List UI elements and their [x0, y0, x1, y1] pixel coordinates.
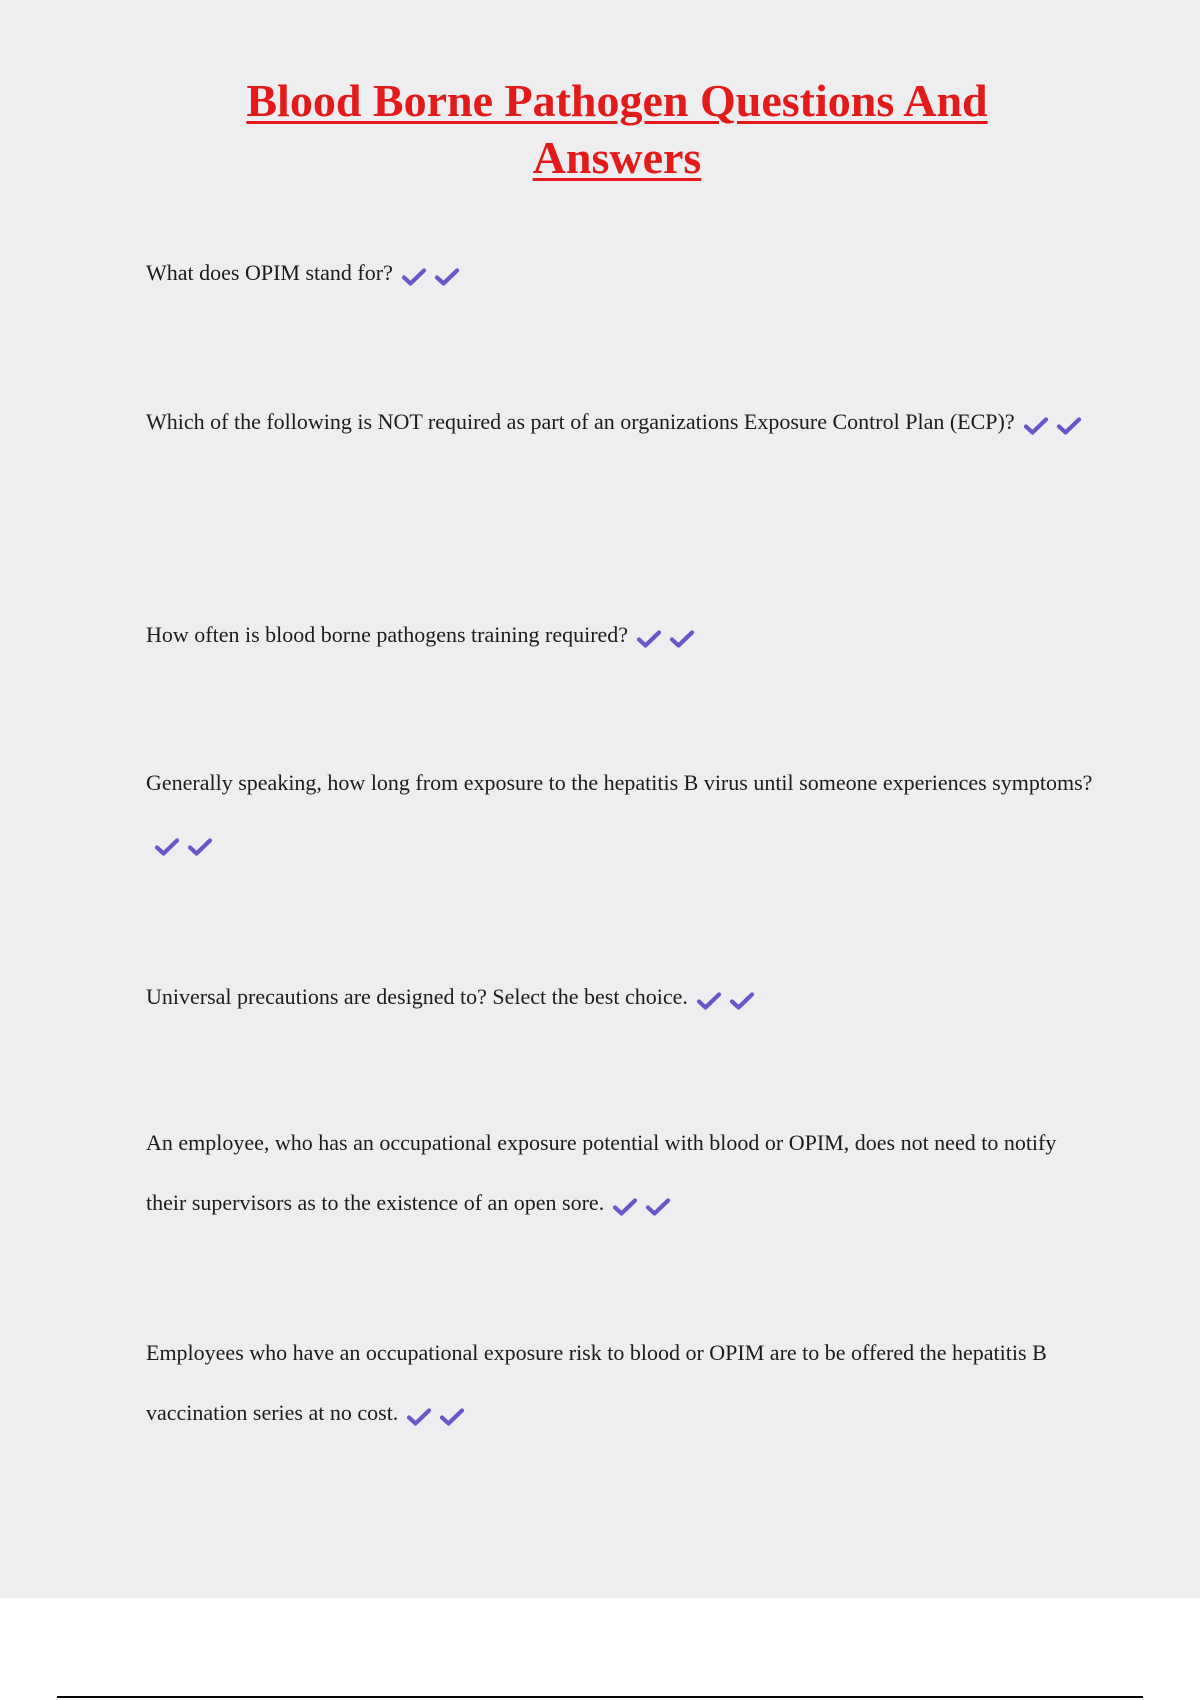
double-check-icon: [612, 1175, 678, 1235]
check-icon: [645, 1197, 671, 1217]
question-text: Generally speaking, how long from exposure to the hepatitis B virus until someone experiences symptoms?: [146, 770, 1093, 795]
question-text: How often is blood borne pathogens training required?: [146, 622, 629, 647]
question-2: [146, 392, 1096, 454]
check-icon: [729, 991, 755, 1011]
check-icon: [1056, 416, 1082, 436]
question-6: [146, 1113, 1096, 1235]
double-check-icon: [696, 969, 762, 1029]
question-5: [146, 967, 1096, 1029]
double-check-icon: [401, 245, 467, 305]
question-text: An employee, who has an occupational exposure potential with blood or OPIM, does not need to notify their supervisors as to the existence of an open sore.: [146, 1130, 1057, 1215]
question-text: What does OPIM stand for?: [146, 260, 393, 285]
double-check-icon: [406, 1385, 472, 1445]
question-7: [146, 1323, 1096, 1445]
check-icon: [1023, 416, 1049, 436]
document-title-line-1: Blood Borne Pathogen Questions And: [246, 75, 988, 126]
check-icon: [636, 629, 662, 649]
question-text: Employees who have an occupational exposure risk to blood or OPIM are to be offered the hepatitis B vaccination series at no cost.: [146, 1340, 1047, 1425]
question-3: [146, 605, 1096, 667]
check-icon: [439, 1407, 465, 1427]
check-icon: [406, 1407, 432, 1427]
check-icon: [612, 1197, 638, 1217]
check-icon: [669, 629, 695, 649]
question-1: [146, 243, 1096, 305]
check-icon: [187, 837, 213, 857]
document-title-line-2: Answers: [532, 132, 702, 183]
question-text: Which of the following is NOT required as part of an organizations Exposure Control Plan (ECP)?: [146, 409, 1015, 434]
check-icon: [154, 837, 180, 857]
check-icon: [401, 267, 427, 287]
double-check-icon: [1023, 394, 1089, 454]
footer-divider: [57, 1696, 1143, 1698]
question-4: [146, 753, 1096, 875]
question-text: Universal precautions are designed to? Select the best choice.: [146, 984, 688, 1009]
double-check-icon: [636, 607, 702, 667]
check-icon: [696, 991, 722, 1011]
check-icon: [434, 267, 460, 287]
document-title: [0, 72, 1200, 186]
double-check-icon: [154, 815, 220, 875]
